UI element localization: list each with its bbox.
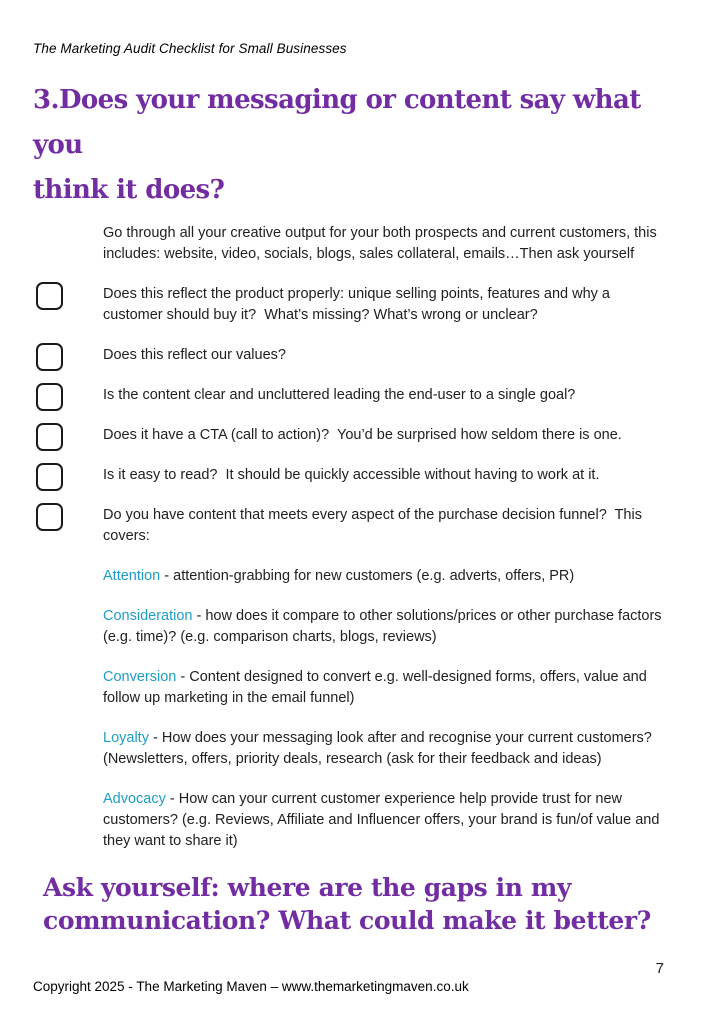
checklist-item [33, 505, 668, 547]
checklist-item [33, 425, 668, 446]
funnel-term: Consideration [103, 608, 193, 624]
document-header: The Marketing Audit Checklist for Small Businesses [33, 41, 347, 56]
funnel-item-advocacy [103, 789, 668, 852]
checkbox[interactable] [36, 503, 63, 531]
funnel-desc: - attention-grabbing for new customers (e.g. adverts, offers, PR) [164, 568, 575, 584]
page-title [33, 78, 668, 213]
checklist-item [33, 385, 668, 406]
page-title-line2: think it does? [33, 175, 225, 205]
checklist-item-text: Is the content clear and uncluttered leading the end-user to a single goal? [103, 387, 576, 403]
funnel-item-consideration [103, 606, 668, 648]
page-number: 7 [655, 960, 664, 977]
funnel-item-attention [103, 566, 668, 587]
checklist-item-text: Does it have a CTA (call to action)? You’d be surprised how seldom there is one. [103, 427, 622, 443]
checklist-item [33, 345, 668, 366]
funnel-desc: - Content designed to convert e.g. well-designed forms, offers, value and follow up marketing in the email funnel) [103, 669, 651, 706]
funnel-item-loyalty [103, 728, 668, 770]
intro-paragraph: Go through all your creative output for your both prospects and current customers, this includes: website, video, socials, blogs, sales collateral, emails…Then ask yourself [103, 225, 661, 262]
funnel-term: Conversion [103, 669, 177, 685]
checkbox[interactable] [36, 282, 63, 310]
funnel-term: Advocacy [103, 791, 166, 807]
checkbox[interactable] [36, 343, 63, 371]
checkbox[interactable] [36, 463, 63, 491]
checkbox[interactable] [36, 423, 63, 451]
closing-heading [43, 871, 668, 937]
checklist-item-text: Does this reflect our values? [103, 347, 286, 363]
checklist-item [33, 284, 668, 326]
funnel-item-conversion [103, 667, 668, 709]
page-title-line1: 3.Does your messaging or content say what you [33, 85, 641, 160]
funnel-desc: - how does it compare to other solutions/prices or other purchase factors (e.g. time)? (e.g. comparison charts, blogs, reviews) [103, 608, 666, 645]
closing-heading-line1: Ask yourself: where are the gaps in my [43, 873, 572, 902]
funnel-term: Attention [103, 568, 161, 584]
checkbox[interactable] [36, 383, 63, 411]
funnel-desc: - How can your current customer experience help provide trust for new customers? (e.g. Reviews, Affiliate and Influencer offers, your brand is fun/of value and they want to share it) [103, 791, 664, 849]
checklist-item [33, 465, 668, 486]
checklist-item-text: Do you have content that meets every aspect of the purchase decision funnel? This covers: [103, 507, 647, 544]
checklist-item-text: Does this reflect the product properly: unique selling points, features and why a customer should buy it? What’s missing? What’s wrong or unclear? [103, 286, 615, 323]
funnel-term: Loyalty [103, 730, 149, 746]
funnel-desc: - How does your messaging look after and recognise your current customers? (Newsletters, offers, priority deals, research (ask for their feedback and ideas) [103, 730, 656, 767]
closing-heading-line2: communication? What could make it better? [43, 906, 651, 935]
checklist-item-text: Is it easy to read? It should be quickly accessible without having to work at it. [103, 467, 600, 483]
copyright-footer: Copyright 2025 - The Marketing Maven – www.themarketingmaven.co.uk [33, 979, 469, 994]
